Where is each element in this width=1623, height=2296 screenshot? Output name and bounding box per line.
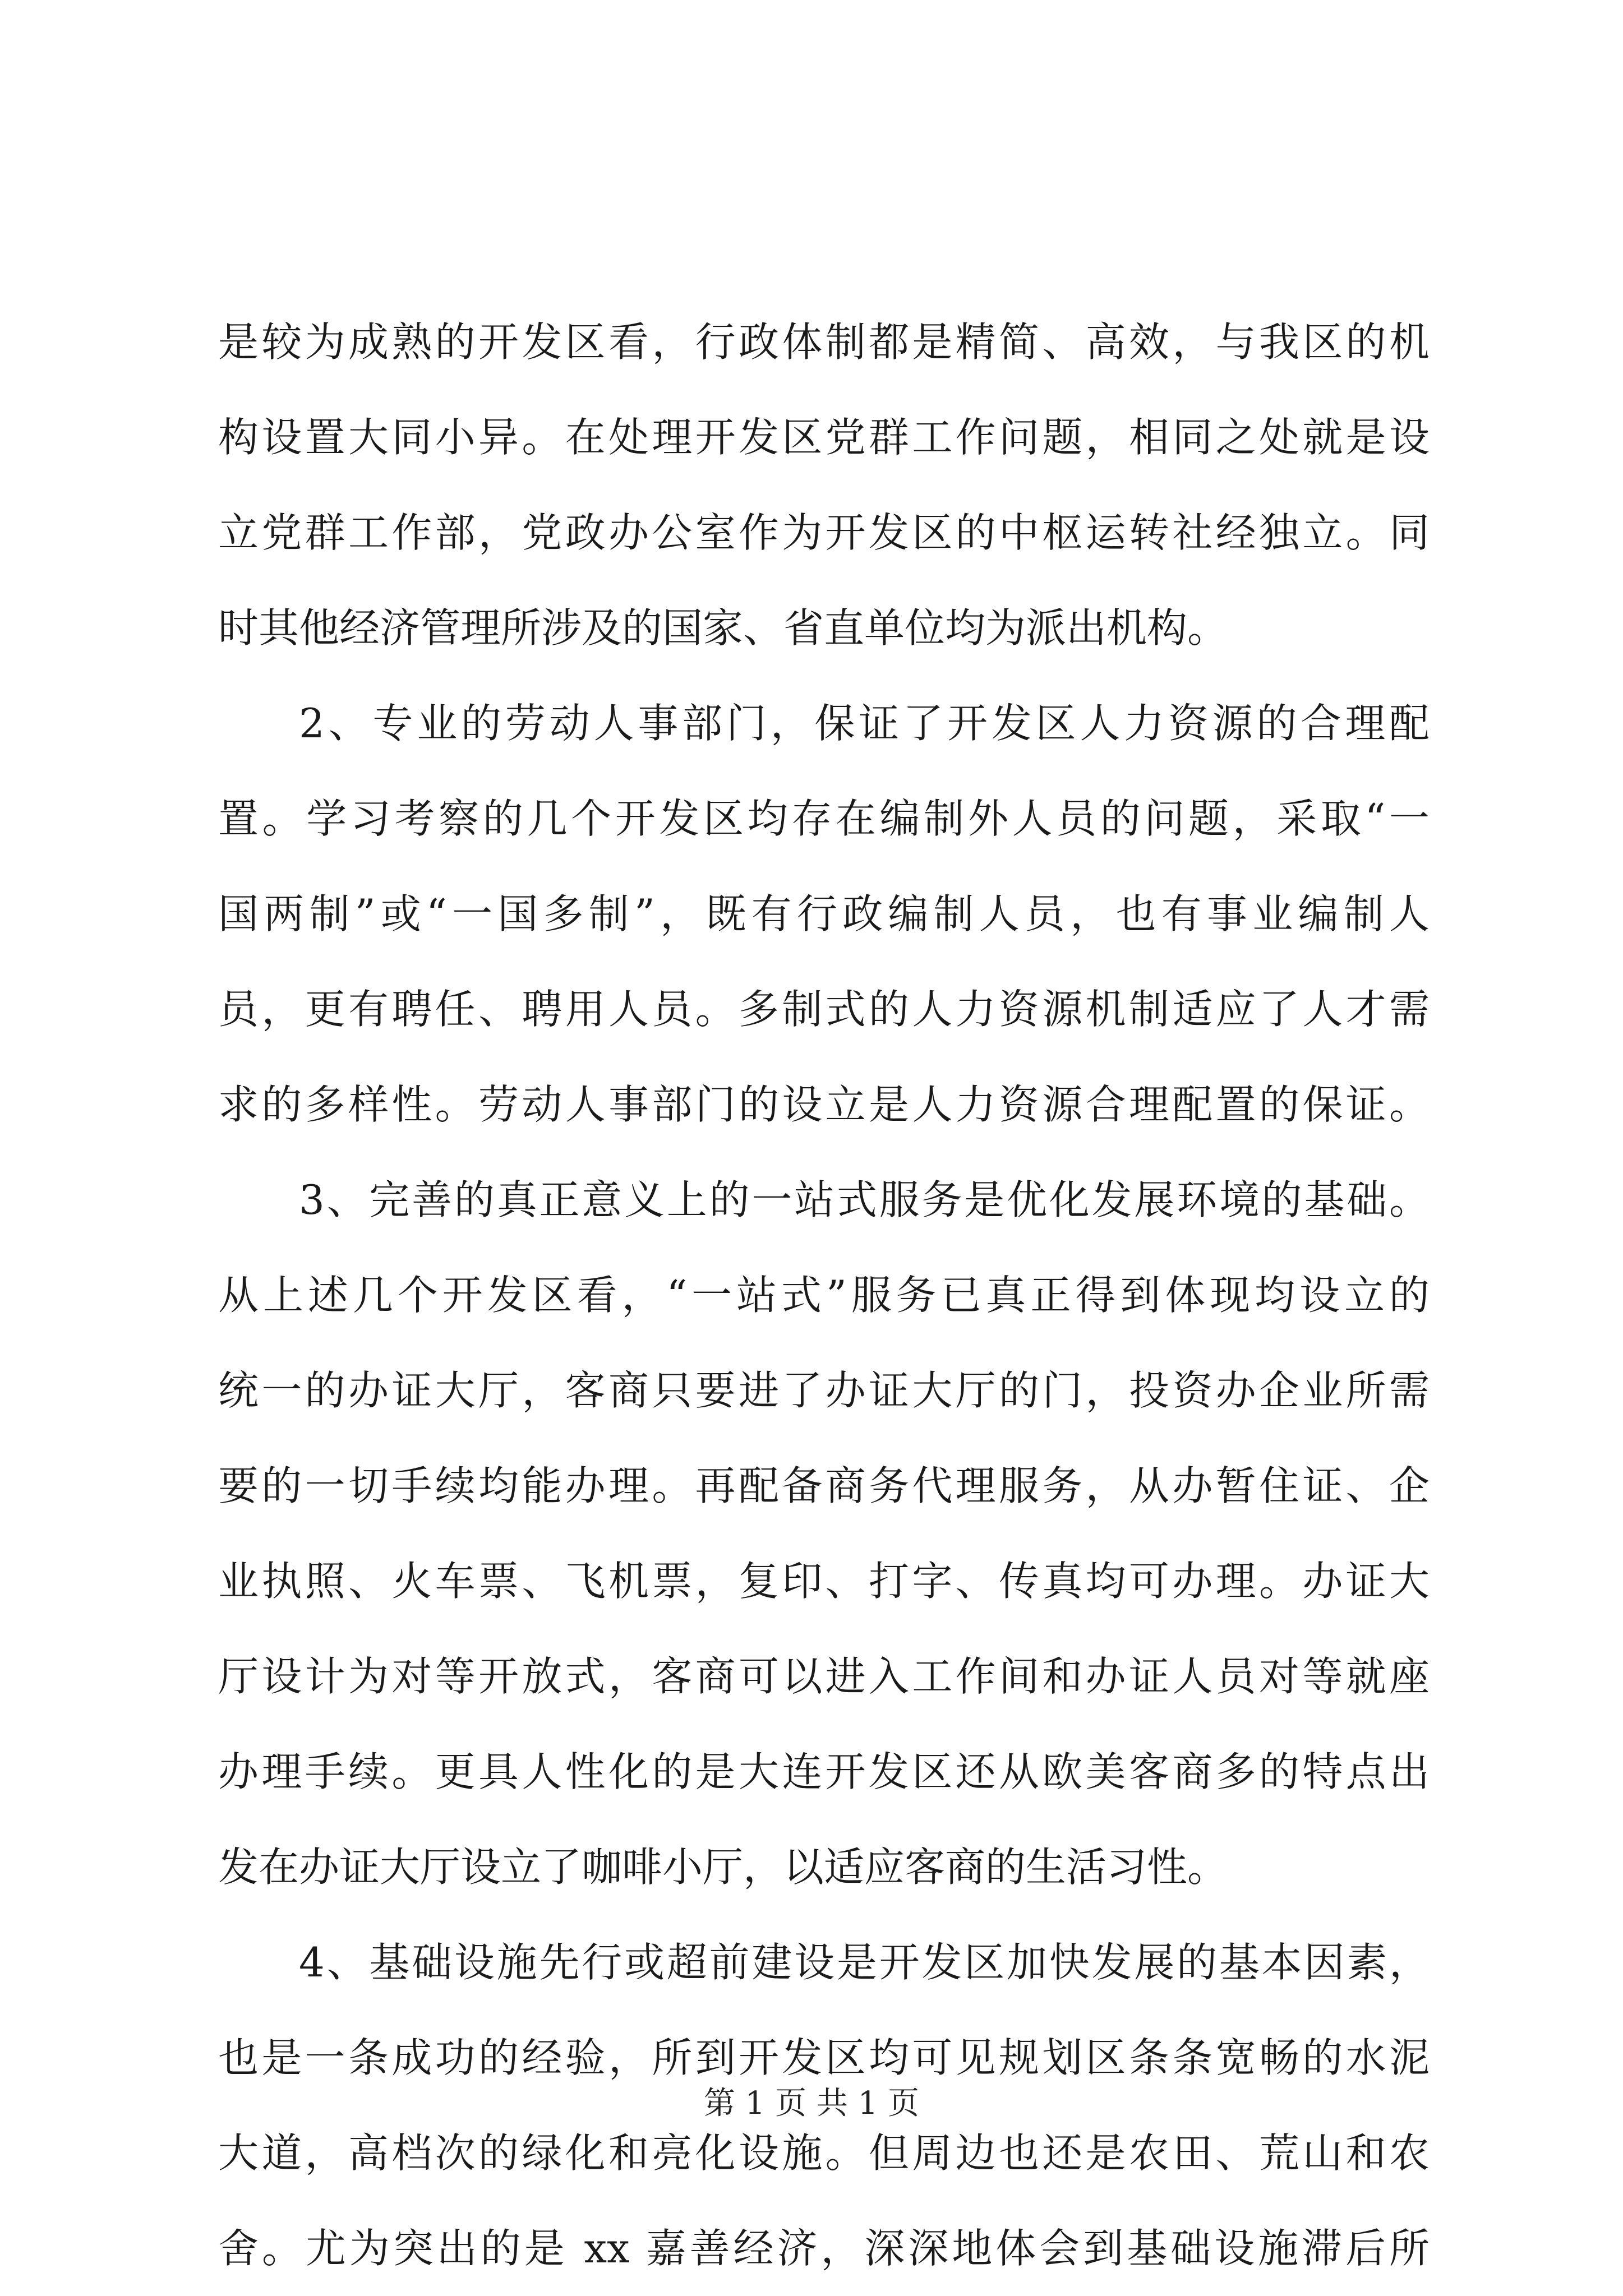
text-line-9: 求的多样性。劳动人事部门的设立是人力资源合理配置的保证。 [218,1081,1430,1128]
text-line-21: 舍。尤为突出的是 xx 嘉善经济，深深地体会到基础设施滞后所 [218,2225,1430,2272]
text-line-3: 立党群工作部，党政办公室作为开发区的中枢运转社经独立。同 [218,509,1430,556]
text-line-1: 是较为成熟的开发区看，行政体制都是精简、高效，与我区的机 [218,318,1430,366]
text-line-6: 置。学习考察的几个开发区均存在编制外人员的问题，采取“一 [218,795,1430,842]
document-body [218,294,1430,2296]
text-line-8: 员，更有聘任、聘用人员。多制式的人力资源机制适应了人才需 [218,986,1430,1033]
text-line-20: 大道，高档次的绿化和亮化设施。但周边也还是农田、荒山和农 [218,2129,1430,2177]
text-line-17: 发在办证大厅设立了咖啡小厅，以适应客商的生活习性。 [218,1844,1228,1891]
text-line-14: 业执照、火车票、飞机票，复印、打字、传真均可办理。办证大 [218,1558,1430,1605]
text-line-15: 厅设计为对等开放式，客商可以进入工作间和办证人员对等就座 [218,1653,1430,1700]
page-number-label: 第 1 页 共 1 页 [703,2085,920,2122]
text-line-18: 4、基础设施先行或超前建设是开发区加快发展的基本因素， [299,1939,1430,1986]
text-line-16: 办理手续。更具人性化的是大连开发区还从欧美客商多的特点出 [218,1748,1430,1795]
text-line-19: 也是一条成功的经验，所到开发区均可见规划区条条宽畅的水泥 [218,2034,1430,2081]
text-line-4: 时其他经济管理所涉及的国家、省直单位均为派出机构。 [218,604,1228,652]
text-line-11: 从上述几个开发区看，“一站式”服务已真正得到体现均设立的 [218,1272,1430,1319]
text-line-7: 国两制”或“一国多制”，既有行政编制人员，也有事业编制人 [218,890,1430,937]
text-line-13: 要的一切手续均能办理。再配备商务代理服务，从办暂住证、企 [218,1462,1430,1509]
text-line-12: 统一的办证大厅，客商只要进了办证大厅的门，投资办企业所需 [218,1367,1430,1414]
page-footer [0,2081,1623,2126]
text-line-10: 3、完善的真正意义上的一站式服务是优化发展环境的基础。 [299,1176,1430,1223]
text-line-2: 构设置大同小异。在处理开发区党群工作问题，相同之处就是设 [218,414,1430,461]
text-line-5: 2、专业的劳动人事部门，保证了开发区人力资源的合理配 [299,700,1430,747]
